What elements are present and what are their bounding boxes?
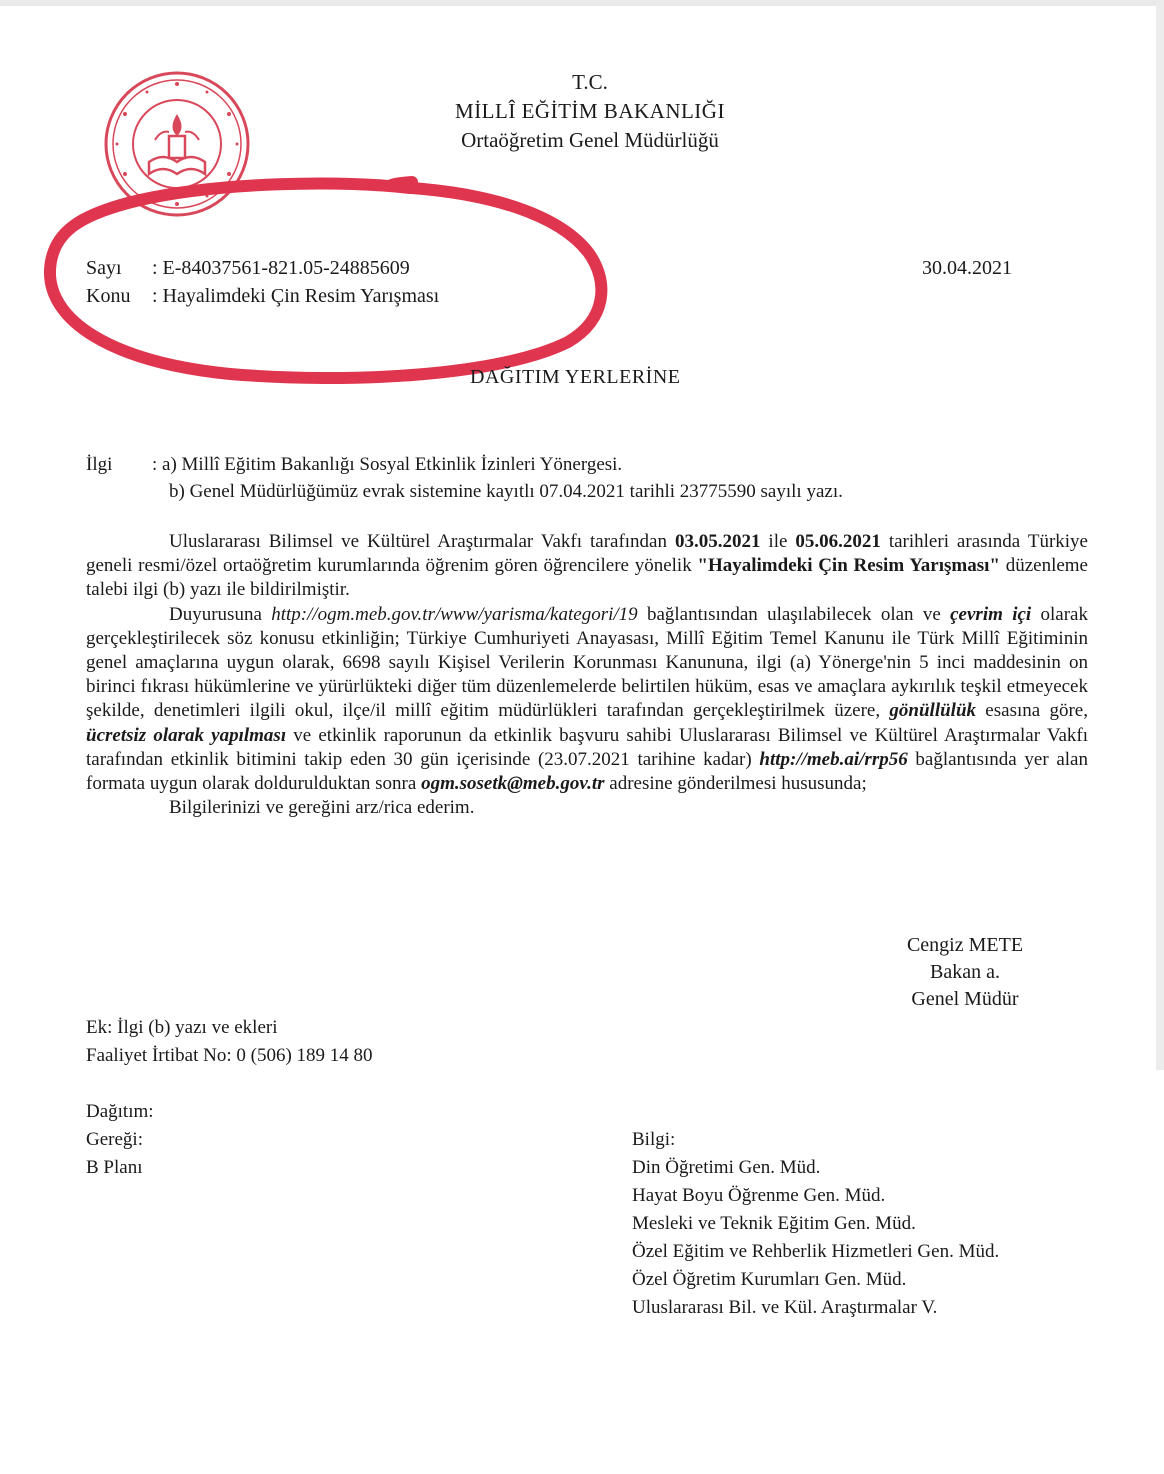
info-recipients: [632, 1126, 999, 1322]
letter-body: [86, 530, 1088, 820]
list-item: Özel Eğitim ve Rehberlik Hizmetleri Gen. Müd.: [632, 1241, 1000, 1262]
list-item: Din Öğretimi Gen. Müd.: [632, 1157, 821, 1178]
distribution-title: DAĞITIM YERLERİNE: [470, 366, 681, 388]
attachments-block: [86, 1014, 373, 1070]
report-email[interactable]: ogm.sosetk@meb.gov.tr: [421, 773, 605, 795]
report-form-link[interactable]: http://meb.ai/rrp56: [759, 748, 908, 770]
sayi-label: Sayı: [86, 257, 122, 279]
reference-label: İlgi: [86, 454, 113, 475]
annotation-circle: [40, 170, 610, 390]
voluntary-text: gönüllülük: [889, 700, 977, 722]
end-date: 05.06.2021: [795, 531, 881, 552]
geregi-value: B Planı: [86, 1157, 143, 1178]
document-date: 30.04.2021: [922, 257, 1012, 279]
body-closing: Bilgilerinizi ve gereğini arz/rica ederim.: [169, 797, 475, 819]
reference-a: : a) Millî Eğitim Bakanlığı Sosyal Etkinlik İzinleri Yönergesi.: [152, 454, 623, 475]
right-border: [1156, 0, 1164, 1070]
geregi-label: Gereği:: [86, 1129, 143, 1150]
list-item: Uluslararası Bil. ve Kül. Araştırmalar V.: [632, 1297, 938, 1318]
attachment-line: Ek: İlgi (b) yazı ve ekleri: [86, 1017, 278, 1038]
signatory-role-2: Genel Müdür: [911, 988, 1019, 1010]
body-paragraph-1: Uluslararası Bilimsel ve Kültürel Araştırmalar Vakfı tarafından 03.05.2021 ile 05.06.2021 tarihleri arasında Türkiye geneli resmi/özel ortaöğretim kurumlarında öğrenim gören öğrencilere yönelik "Hayalimdeki Çin Resim Yarışması" düzenleme talebi ilgi (b) yazı ile bildirilmiştir.: [86, 531, 1088, 601]
signature-block: [880, 932, 1050, 1013]
contact-line: Faaliyet İrtibat No: 0 (506) 189 14 80: [86, 1045, 373, 1066]
list-item: Özel Öğretim Kurumları Gen. Müd.: [632, 1269, 907, 1290]
list-item: Mesleki ve Teknik Eğitim Gen. Müd.: [632, 1213, 916, 1234]
start-date: 03.05.2021: [674, 531, 761, 552]
konu-value: : Hayalimdeki Çin Resim Yarışması: [152, 285, 440, 307]
sayi-value: : E-84037561-821.05-24885609: [152, 257, 410, 279]
letterhead-directorate: Ortaöğretim Genel Müdürlüğü: [461, 128, 719, 152]
reference-block: [86, 451, 843, 505]
distribution-label: Dağıtım:: [86, 1101, 154, 1122]
list-item: Hayat Boyu Öğrenme Gen. Müd.: [632, 1185, 886, 1206]
free-of-charge-text: ücretsiz olarak yapılması: [86, 724, 287, 746]
signatory-role-1: Bakan a.: [930, 961, 1000, 983]
konu-label: Konu: [86, 285, 131, 307]
letterhead-ministry: MİLLÎ EĞİTİM BAKANLIĞI: [455, 99, 725, 123]
signatory-name: Cengiz METE: [906, 934, 1024, 956]
konu-row: [86, 285, 439, 308]
sayi-row: [86, 257, 410, 280]
body-paragraph-2: Duyurusuna http://ogm.meb.gov.tr/www/yarisma/kategori/19 bağlantısından ulaşılabilecek olan ve çevrim içi olarak gerçekleştirilecek söz konusu etkinliğin; Türkiye Cumhuriyeti Anayasası, Millî Eğitim Temel Kanunu ile Türk Millî Eğitiminin genel amaçlarına uygun olarak, 6698 sayılı Kişisel Verilerin Korunması Kanununa, ilgi (a) Yönerge'nin 5 inci maddesinin on birinci fıkrası hükümlerine ve yürürlükteki diğer tüm düzenlemelerde belirtilen hüküm, esas ve amaçlara aykırılık teşkil etmeyecek şekilde, denetimleri ilgili okul, ilçe/il millî eğitim müdürlükleri tarafından gerçekleştirilmek üzere, gönüllülük esasına göre, ücretsiz olarak yapılması ve etkinlik raporunun da etkinlik başvuru sahibi Uluslararası Bilimsel ve Kültürel Araştırmalar Vakfı tarafından etkinlik bitimini takip eden 30 gün içerisinde (23.07.2021 tarihine kadar) http://meb.ai/rrp56 bağlantısında yer alan formata uygun olarak doldurulduktan sonra ogm.sosetk@meb.gov.tr adresine gönderilmesi hususunda;: [86, 603, 1088, 795]
reference-b: b) Genel Müdürlüğümüz evrak sistemine kayıtlı 07.04.2021 tarihli 23775590 sayılı yazı.: [169, 481, 843, 502]
distribution-block: [86, 1098, 154, 1182]
competition-title: "Hayalimdeki Çin Resim Yarışması": [697, 555, 1000, 577]
online-text: çevrim içi: [950, 603, 1032, 625]
top-border: [0, 0, 1164, 6]
announcement-link[interactable]: http://ogm.meb.gov.tr/www/yarisma/kategori/19: [271, 603, 638, 625]
bilgi-label: Bilgi:: [632, 1129, 676, 1150]
letterhead-country: T.C.: [572, 70, 608, 94]
letterhead: [430, 68, 750, 155]
